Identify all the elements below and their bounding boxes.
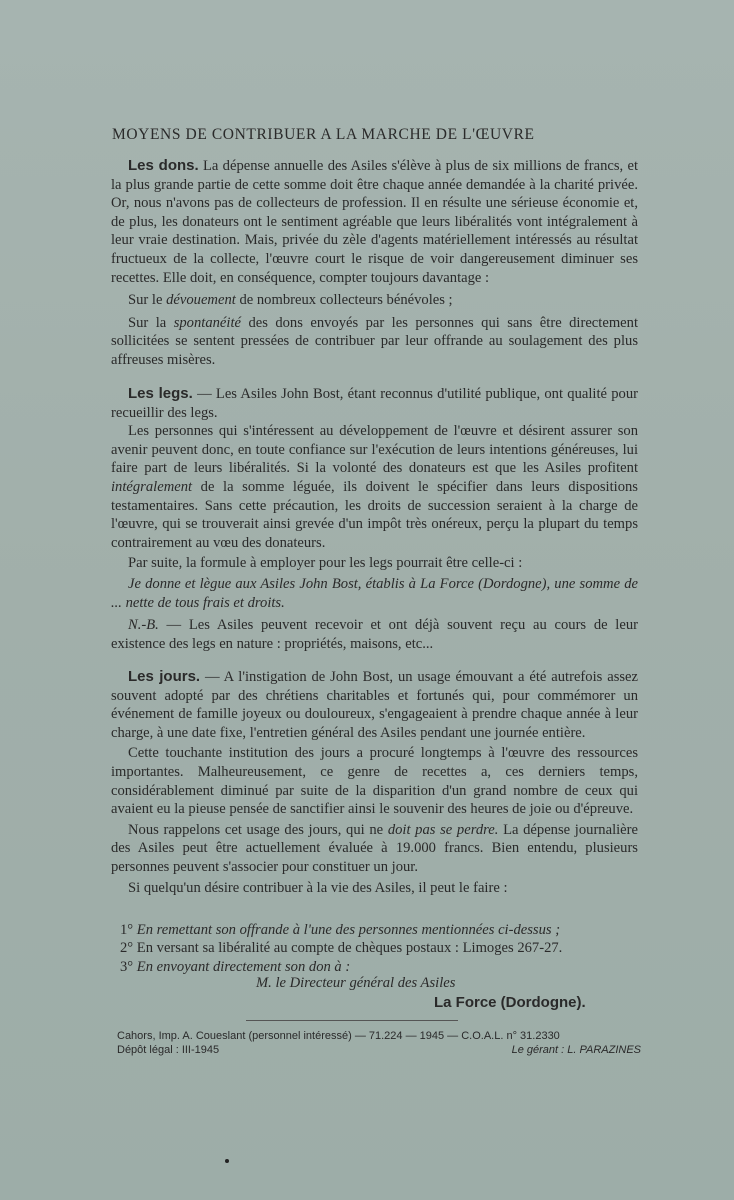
legs-text-1: — Les Asiles John Bost, étant reconnus d'utilité publique, ont qualité pour recueillir des legs. [111, 386, 638, 421]
section-legs [111, 385, 638, 653]
jours-paragraph-4: Si quelqu'un désire contribuer à la vie des Asiles, il peut le faire : [128, 879, 508, 896]
legs-note-text: — Les Asiles peuvent recevoir et ont déjà souvent reçu au cours de leur existence des legs en nature : propriétés, maisons, etc... [111, 617, 638, 652]
dons-paragraph-2 [111, 291, 638, 310]
legs-paragraph-3: Par suite, la formule à employer pour les legs pourrait être celle-ci : [128, 555, 523, 572]
dons-text-2a: Sur le [128, 292, 167, 309]
section-dons [111, 157, 638, 370]
dons-text-2b: de nombreux collecteurs bénévoles ; [235, 292, 453, 309]
legs-formula [111, 575, 638, 612]
legs-text-2a: Les personnes qui s'intéressent au développement de l'œuvre et désirent assurer son avenir peuvent donc, en toute confiance sur l'exécution de leurs intentions généreuses, lui faire part de leurs libéralités. Si la volonté des donateurs est que les Asiles profitent [111, 423, 638, 477]
addressee: M. le Directeur général des Asiles [256, 975, 456, 991]
list-item-text: En envoyant directement son don à : [136, 958, 351, 975]
divider [246, 1020, 458, 1021]
footer-line-1 [117, 1030, 641, 1042]
legs-emphasis-2: intégralement [111, 478, 193, 495]
list-item [120, 958, 640, 976]
dons-emphasis-3: spontanéité [173, 314, 241, 331]
section-jours [111, 668, 638, 897]
dons-text-3a: Sur la [128, 314, 174, 331]
address-place: La Force (Dordogne). [434, 994, 586, 1011]
jours-emphasis-3: doit pas se perdre. [387, 821, 499, 838]
list-item-number: 2° [120, 940, 134, 957]
legs-heading: Les legs. [128, 385, 193, 402]
jours-text-3a: Nous rappelons cet usage des jours, qui ne [128, 821, 388, 838]
list-item-number: 1° [120, 922, 134, 938]
dons-emphasis-2: dévouement [166, 292, 236, 309]
dons-text-1: La dépense annuelle des Asiles s'élève à plus de six millions de francs, et la plus grande partie de cette somme doit être chaque année demandée à la charité privée. Or, nous n'avons pas de collecteurs de profession. Il en résulte une sérieuse économie et, de plus, les donateurs ont le sentiment agréable que leurs libéralités vont intégralement à leur vraie destination. Mais, privée du zèle d'agents matériellement intéressés au résultat fructueux de la collecte, l'œuvre court le risque de voir dangereusement diminuer ses recettes. Elle doit, en conséquence, compter toujours davantage : [111, 158, 639, 286]
printer-imprint: Cahors, Imp. A. Coueslant (personnel intéressé) — 71.224 — 1945 — C.O.A.L. n° 31.2330 [117, 1030, 560, 1042]
legs-paragraph-2 [111, 422, 638, 552]
legal-deposit: Dépôt légal : III-1945 [117, 1044, 220, 1056]
list-item [120, 939, 640, 957]
legs-text-2b: de la somme léguée, ils doivent le spécifier dans leurs dispositions testamentaires. Sans cette précaution, les droits de succession seraient à la charge de l'œuvre, qui se trouverait ainsi grevée d'un impôt très onéreux, perçu la plupart du temps contrairement au vœu des donateurs. [111, 478, 638, 551]
dons-paragraph-1 [111, 157, 638, 287]
jours-paragraph-1 [111, 668, 638, 742]
page-title: MOYENS DE CONTRIBUER A LA MARCHE DE L'ŒUVRE [112, 126, 535, 143]
dons-text-3b: des dons envoyés par les personnes qui sans être directement sollicitées se sentent pressées de contribuer par leur offrande au soulagement des plus affreuses misères. [111, 314, 638, 368]
legs-paragraph-1 [111, 385, 638, 422]
ink-dot [225, 1159, 229, 1163]
list-item [120, 921, 640, 939]
legs-formula-text: Je donne et lègue aux Asiles John Bost, établis à La Force (Dordogne), une somme de ... nette de tous frais et droits. [111, 575, 638, 611]
jours-text-1: — A l'instigation de John Bost, un usage émouvant a été autrefois assez souvent adopté par des chrétiens charitables et fortunés qui, pour commémorer un événement de famille joyeux ou douloureux, s'engageaient à prendre chaque année à leur charge, à une date fixe, l'entretien général des Asiles pendant une journée entière. [111, 669, 639, 741]
list-item-number: 3° [120, 958, 134, 975]
publisher-manager: Le gérant : L. PARAZINES [511, 1044, 641, 1056]
contribution-list [120, 921, 640, 976]
jours-heading: Les jours. [128, 668, 201, 685]
dons-heading: Les dons. [128, 157, 199, 174]
footer-line-2 [117, 1044, 641, 1056]
legs-note [111, 616, 638, 653]
list-item-text: En versant sa libéralité au compte de chèques postaux : Limoges 267-27. [136, 940, 563, 957]
dons-paragraph-3 [111, 314, 638, 370]
jours-text-3b: La dépense journalière des Asiles peut être actuellement évaluée à 19.000 francs. Bien entendu, plusieurs personnes peuvent s'associer pour constituer un jour. [111, 821, 638, 875]
legs-note-label: N.-B. [128, 617, 159, 634]
jours-paragraph-3 [111, 821, 638, 877]
jours-paragraph-2: Cette touchante institution des jours a procuré longtemps à l'œuvre des ressources importantes. Malheureusement, ce genre de recettes a, ces derniers temps, considérablement diminué par suite de la disparition d'un grand nombre de ceux qui avaient eu la pieuse pensée de sanctifier ainsi le souvenir des heures de joie ou d'épreuve. [111, 745, 638, 818]
list-item-text: En remettant son offrande à l'une des personnes mentionnées ci-dessus ; [136, 922, 561, 938]
